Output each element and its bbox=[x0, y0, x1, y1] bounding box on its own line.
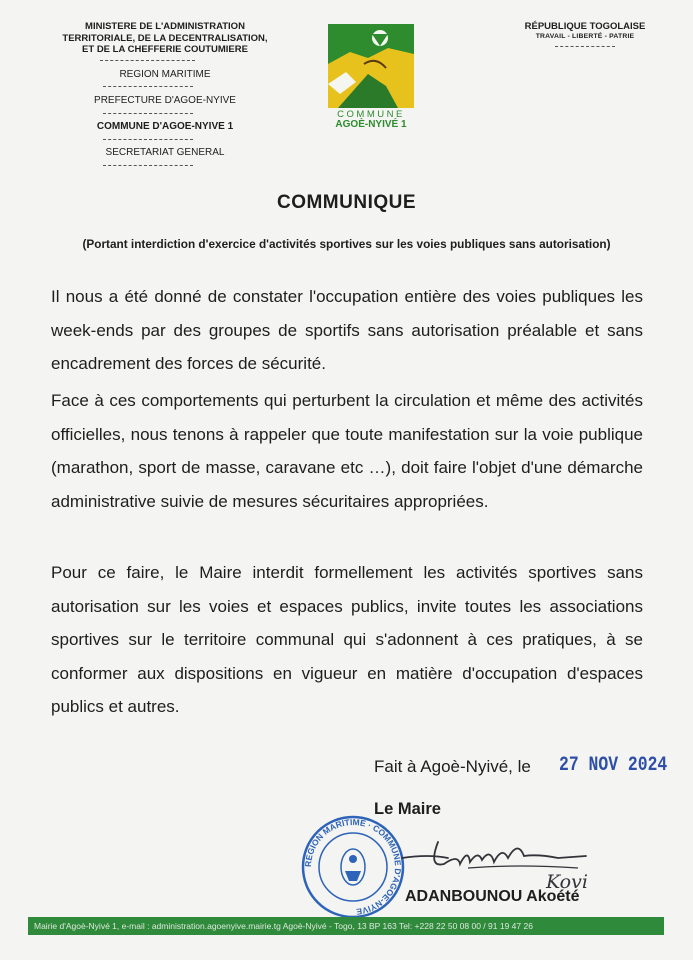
footer-contact-bar: Mairie d'Agoè-Nyivé 1, e-mail : administration.agoenyive.mairie.tg Agoè-Nyivé - Togo, 13 BP 163 Tel: +228 22 50 08 00 / 91 19 47 26 bbox=[28, 917, 664, 935]
date-stamp: 27 NOV 2024 bbox=[559, 754, 668, 777]
logo-label-bottom: AGOÈ-NYIVÉ 1 bbox=[335, 119, 407, 130]
region-label: REGION MARITIME bbox=[119, 69, 211, 80]
divider bbox=[555, 46, 615, 47]
divider bbox=[103, 113, 193, 114]
divider bbox=[103, 86, 193, 87]
secretariat-label: SECRETARIAT GENERAL bbox=[105, 147, 225, 158]
seal-stamp-icon bbox=[298, 813, 408, 921]
ministry-line-3: ET DE LA CHEFFERIE COUTUMIERE bbox=[82, 44, 248, 55]
paragraph-3: Pour ce faire, le Maire interdit formellement les activités sportives sans autorisation sur les voies et espaces publics, invite toutes les associations sportives sur le territoire communal qui s'adonnent à ces pratiques, à se conformer aux dispositions en vigueur en matière d'occupation d'espaces publics et autres. bbox=[51, 563, 643, 716]
paragraph-1: Il nous a été donné de constater l'occupation entière des voies publiques les week-ends par des groupes de sportifs sans autorisation préalable et sans encadrement des forces de sécurité. bbox=[51, 287, 643, 373]
handwritten-name: Kovi bbox=[546, 871, 588, 893]
paragraph-2: Face à ces comportements qui perturbent la circulation et même des activités officielles, nous tenons à rappeler que toute manifestation sur la voie publique (marathon, sport de masse, caravane etc …), doit faire l'objet d'une démarche administrative suivie de mesures sécuritaires appropriées. bbox=[51, 391, 643, 511]
divider bbox=[100, 60, 195, 61]
place-label: Fait à Agoè-Nyivé, le bbox=[374, 757, 531, 776]
mayor-name: ADANBOUNOU Akoété bbox=[405, 888, 580, 905]
document-title: COMMUNIQUE bbox=[276, 192, 417, 213]
divider bbox=[103, 165, 193, 166]
ministry-line-2: TERRITORIALE, DE LA DECENTRALISATION, bbox=[62, 32, 268, 44]
republic-label: RÉPUBLIQUE TOGOLAISE bbox=[524, 21, 646, 32]
ministry-header bbox=[40, 21, 290, 56]
commune-logo bbox=[328, 24, 414, 108]
logo-label-top: COMMUNE bbox=[337, 109, 405, 120]
official-seal bbox=[298, 813, 408, 921]
divider bbox=[103, 139, 193, 140]
motto-label: TRAVAIL - LIBERTÉ - PATRIE bbox=[535, 33, 635, 40]
document-subtitle: (Portant interdiction d'exercice d'activités sportives sur les voies publiques sans autorisation) bbox=[82, 237, 611, 251]
seal-text: REGION MARITIME · COMMUNE D'AGOE-NYIVE bbox=[302, 816, 404, 917]
commune-emblem-icon bbox=[328, 24, 414, 108]
commune-label: COMMUNE D'AGOE-NYIVE 1 bbox=[96, 121, 234, 132]
mayor-role-label: Le Maire bbox=[374, 800, 441, 818]
prefecture-label: PREFECTURE D'AGOE-NYIVE bbox=[94, 95, 236, 106]
ministry-line-1: MINISTERE DE L'ADMINISTRATION bbox=[85, 21, 245, 32]
